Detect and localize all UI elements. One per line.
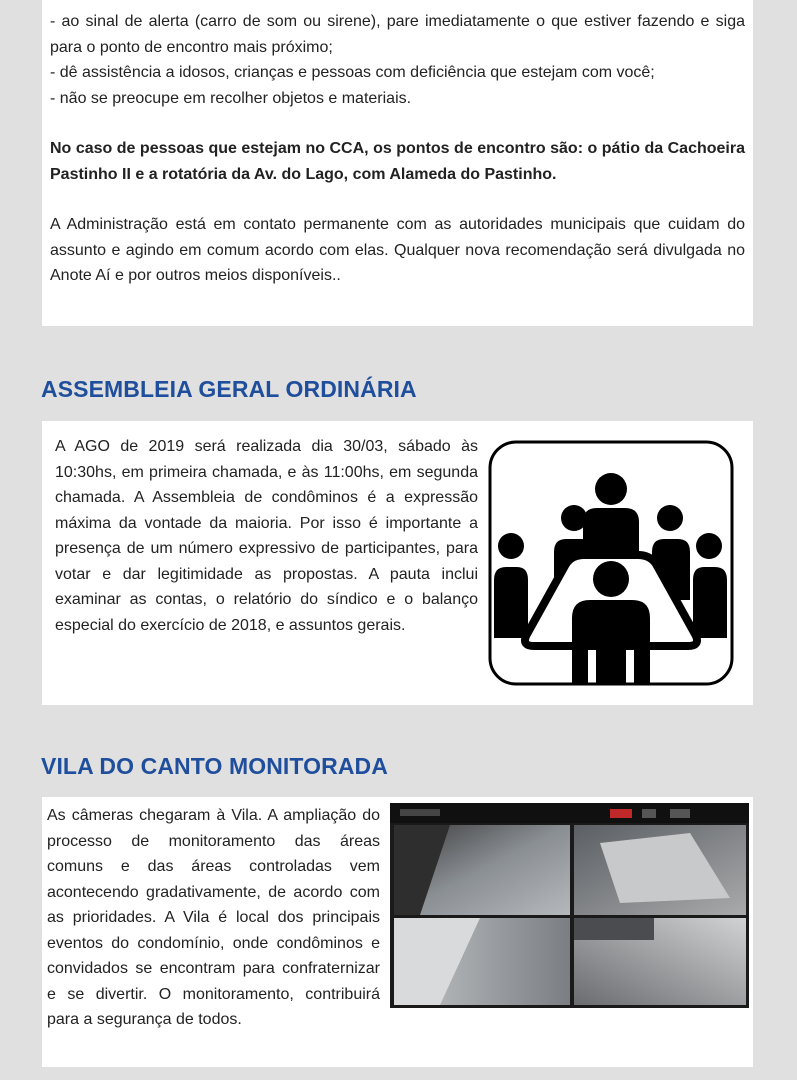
alert-instructions (50, 9, 745, 111)
alert-card (42, 0, 753, 326)
meeting-points-text: No caso de pessoas que estejam no CCA, os pontos de encontro são: o pátio da Cachoeira Pastinho II e a rotatória da Av. do Lago, com Alameda do Pastinho. (50, 140, 745, 183)
meeting-icon (488, 440, 734, 691)
monitoring-heading: VILA DO CANTO MONITORADA (41, 753, 388, 779)
assembly-text: A AGO de 2019 será realizada dia 30/03, sábado às 10:30hs, em primeira chamada, e às 11:00hs, em segunda chamada. A Assembleia de condôminos é a expressão máxima da vontade da maioria. Por isso é importante a presença de um número expressivo de participantes, para votar e dar legitimidade as propostas. A pauta inclui examinar as contas, o relatório do síndico e o balanço especial do exercício de 2018, e assuntos gerais. (55, 438, 478, 634)
monitoring-card (42, 797, 753, 1067)
assembly-heading: ASSEMBLEIA GERAL ORDINÁRIA (41, 376, 417, 402)
monitoring-text: As câmeras chegaram à Vila. A ampliação do processo de monitoramento das áreas comuns e das áreas controladas vem acontecendo gradativamente, de acordo com as prioridades. A Vila é local dos principais eventos do condomínio, onde condôminos e convidados se encontram para confraternizar e se divertir. O monitoramento, contribuirá para a segurança de todos. (47, 807, 380, 1028)
camera-feeds-image (390, 803, 749, 1008)
alert-line-1: - ao sinal de alerta (carro de som ou sirene), pare imediatamente o que estiver fazendo e siga para o ponto de encontro mais próximo; (50, 13, 745, 56)
alert-line-3: - não se preocupe em recolher objetos e materiais. (50, 89, 412, 107)
alert-line-2: - dê assistência a idosos, crianças e pessoas com deficiência que estejam com você; (50, 64, 655, 81)
assembly-card (42, 421, 753, 705)
admin-note-text: A Administração está em contato permanente com as autoridades municipais que cuidam do assunto e agindo em comum acordo com elas. Qualquer nova recomendação será divulgada no Anote Aí e por outros meios disponíveis.. (50, 216, 745, 284)
